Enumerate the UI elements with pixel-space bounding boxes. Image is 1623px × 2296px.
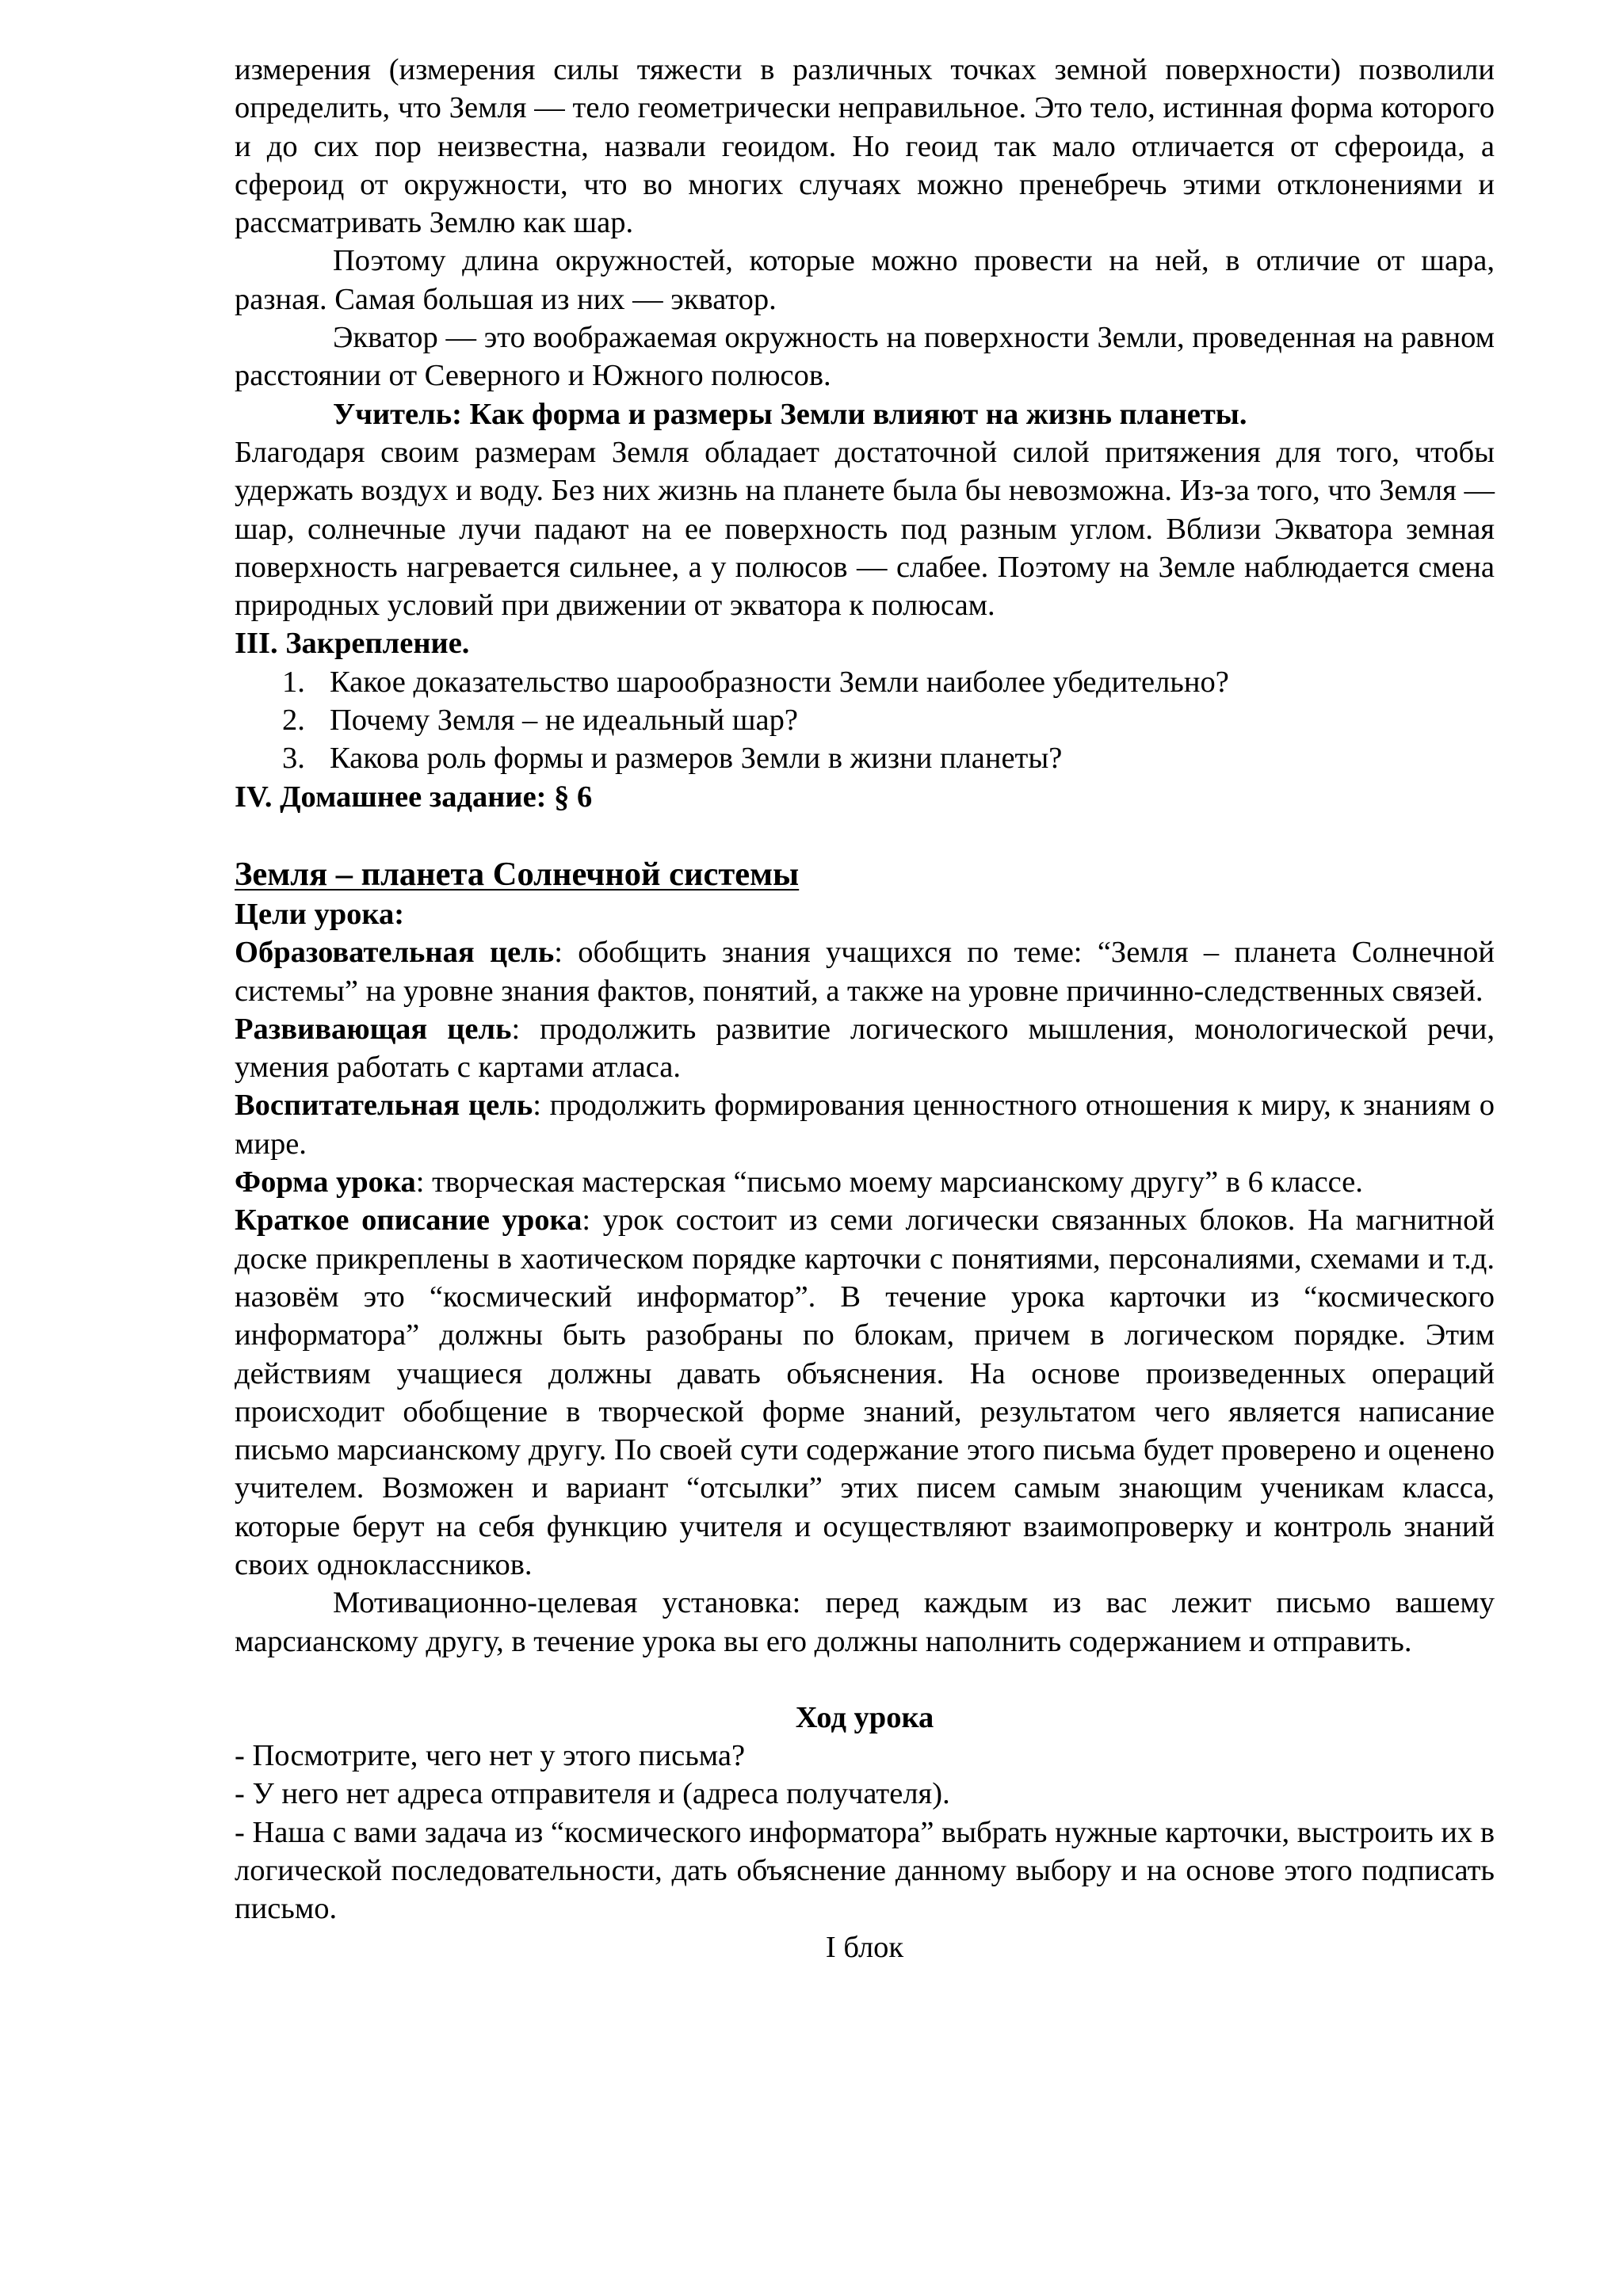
homework-heading: IV. Домашнее задание: § 6 <box>235 780 593 814</box>
block-label: I блок <box>825 1930 904 1964</box>
lesson-description-label: Краткое описание урока <box>235 1203 582 1238</box>
intro-paragraph: измерения (измерения силы тяжести в различных точках земной поверхности) позволили определить, что Земля — тело геометрически неправильное. Это тело, истинная форма которого и до сих пор неизвестна, назвали геоидом. Но геоид так мало отличается от сфероида, а сфероид от окружности, что во многих случаях можно пренебречь этими отклонениями и рассматривать Землю как шар. <box>235 53 1495 240</box>
list-item-text: Почему Земля – не идеальный шар? <box>330 704 798 738</box>
document-page <box>235 51 1495 1966</box>
equator-paragraph: Экватор — это воображаемая окружность на поверхности Земли, проведенная на равном расстоянии от Северного и Южного полюсов. <box>235 321 1495 393</box>
list-item-number: 1. <box>282 665 305 699</box>
lesson-description <box>235 1201 1495 1584</box>
upbringing-goal-label: Воспитательная цель <box>235 1089 533 1123</box>
dialog-line: - Посмотрите, чего нет у этого письма? <box>235 1739 746 1773</box>
list-item-text: Какова роль формы и размеров Земли в жизни планеты? <box>330 742 1063 776</box>
motivation-paragraph: Мотивационно-целевая установка: перед каждым из вас лежит письмо вашему марсианскому другу, в течение урока вы его должны наполнить содержанием и отправить. <box>235 1586 1495 1658</box>
dialog-line: - У него нет адреса отправителя и (адреса получателя). <box>235 1777 950 1811</box>
list-item-text: Какое доказательство шарообразности Земли наиболее убедительно? <box>330 665 1229 699</box>
lesson-title: Земля – планета Солнечной системы <box>235 855 800 893</box>
consolidation-heading: III. Закрепление. <box>235 627 470 661</box>
spacer <box>235 1661 1495 1699</box>
list-item <box>235 663 1495 701</box>
lesson-progress-heading: Ход урока <box>795 1700 934 1734</box>
lesson-form-text: : творческая мастерская “письмо моему марсианскому другу” в 6 классе. <box>415 1165 1363 1199</box>
developing-goal-text: : продолжить развитие логического мышления, монологической речи, умения работать с картами атласа. <box>235 1012 1495 1085</box>
goals-heading: Цели урока: <box>235 897 405 931</box>
upbringing-goal-text: : продолжить формирования ценностного отношения к миру, к знаниям о мире. <box>235 1089 1495 1161</box>
circumference-paragraph: Поэтому длина окружностей, которые можно провести на ней, в отличие от шара, разная. Самая большая из них — экватор. <box>235 244 1495 316</box>
lesson-form-label: Форма урока <box>235 1165 416 1199</box>
educational-goal-text: : обобщить знания учащихся по теме: “Земля – планета Солнечной системы” на уровне знания фактов, понятий, а также на уровне причинно-следственных связей. <box>235 936 1495 1008</box>
teacher-answer: Благодаря своим размерам Земля обладает достаточной силой притяжения для того, чтобы удержать воздух и воду. Без них жизнь на планете была бы невозможна. Из-за того, что Земля — шар, солнечные лучи падают на ее поверхность под разным углом. Вблизи Экватора земная поверхность нагревается сильнее, а у полюсов — слабее. Поэтому на Земле наблюдается смена природных условий при движении от экватора к полюсам. <box>235 435 1495 623</box>
educational-goal <box>235 933 1495 1010</box>
consolidation-questions-list <box>235 663 1495 778</box>
lesson-description-text: : урок состоит из семи логически связанных блоков. На магнитной доске прикреплены в хаотическом порядке карточки с понятиями, персоналиями, схемами и т.д. назовём это “космический информатор”. В течение урока карточки из “космического информатора” должны быть разобраны по блокам, причем в логическом порядке. Этим действиям учащиеся должны давать объяснения. На основе произведенных операций происходит обобщение в творческой форме знаний, результатом чего является написание письмо марсианскому другу. По своей сути содержание этого письма будет проверено и оценено учителем. Возможен и вариант “отсылки” этих писем самым знающим ученикам класса, которые берут на себя функцию учителя и осуществляют взаимопроверку и контроль знаний своих одноклассников. <box>235 1203 1495 1581</box>
teacher-question: Учитель: Как форма и размеры Земли влияют на жизнь планеты. <box>333 397 1247 431</box>
list-item <box>235 701 1495 739</box>
developing-goal <box>235 1010 1495 1087</box>
dialog-line: - Наша с вами задача из “космического информатора” выбрать нужные карточки, выстроить их в логической последовательности, дать объяснение данному выбору и на основе этого подписать письмо. <box>235 1815 1495 1926</box>
developing-goal-label: Развивающая цель <box>235 1012 512 1046</box>
list-item-number: 2. <box>282 704 305 738</box>
educational-goal-label: Образовательная цель <box>235 936 555 970</box>
lesson-form <box>235 1163 1495 1201</box>
list-item <box>235 739 1495 777</box>
spacer <box>235 816 1495 854</box>
list-item-number: 3. <box>282 742 305 776</box>
upbringing-goal <box>235 1086 1495 1163</box>
